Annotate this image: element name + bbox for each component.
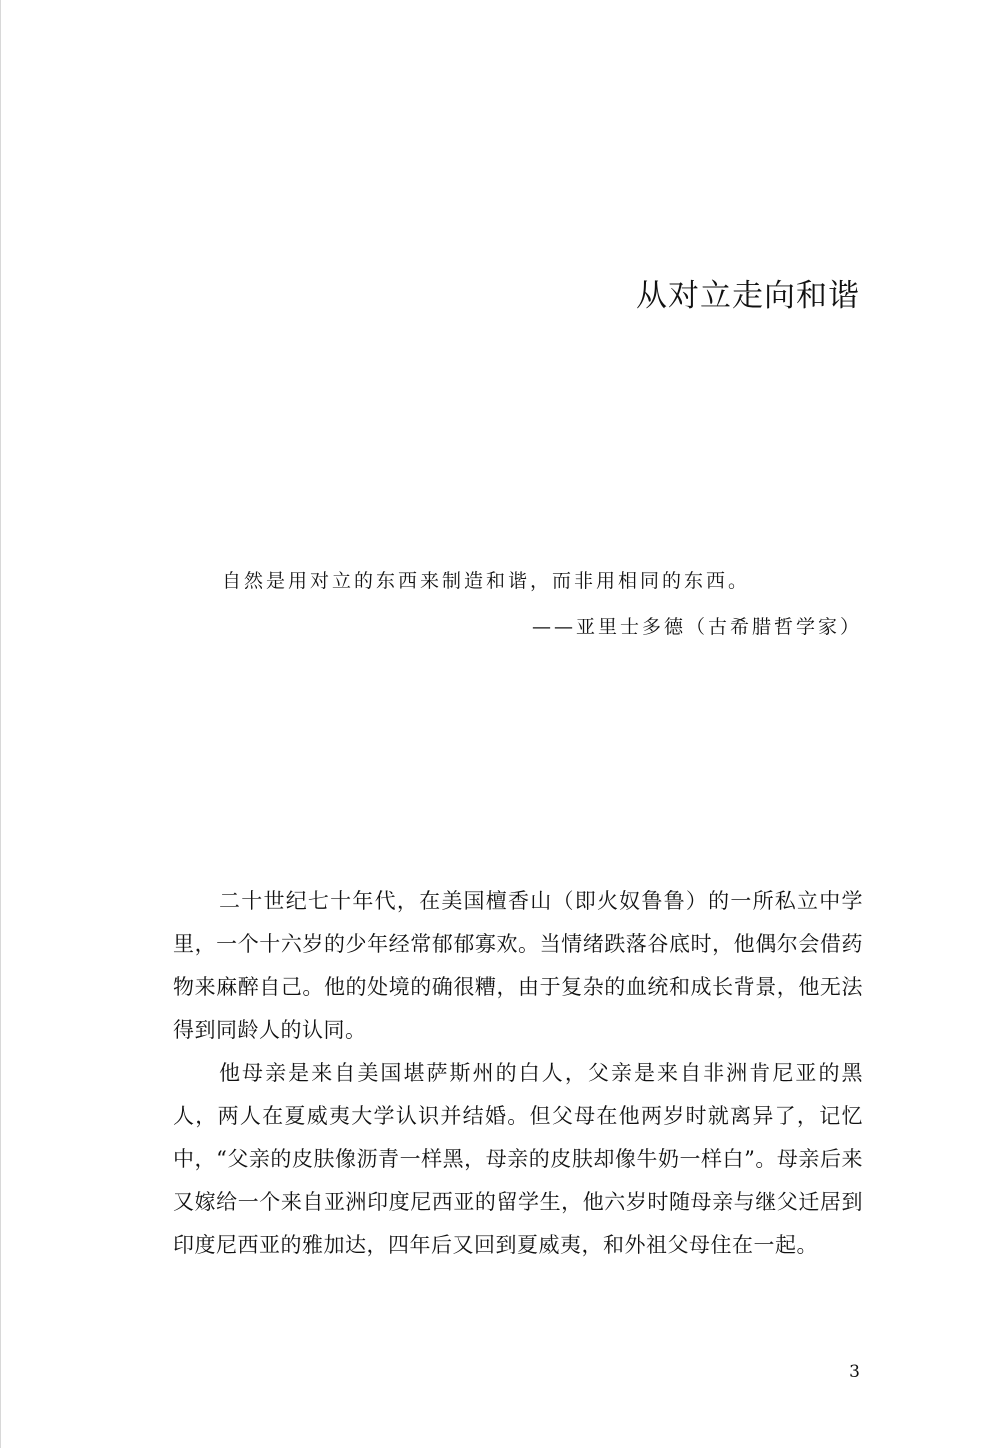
- epigraph-attribution: ——亚里士多德（古希腊哲学家）: [531, 616, 862, 638]
- epigraph-quote: 自然是用对立的东西来制造和谐，而非用相同的东西。: [222, 570, 751, 592]
- page-number: 3: [849, 1362, 860, 1382]
- paragraph-2: 他母亲是来自美国堪萨斯州的白人，父亲是来自非洲肯尼亚的黑人，两人在夏威夷大学认识并结婚。但父母在他两岁时就离异了，记忆中，“父亲的皮肤像沥青一样黑，母亲的皮肤却像牛奶一样白”。母亲后来又嫁给一个来自亚洲印度尼西亚的留学生，他六岁时随母亲与继父迁居到印度尼西亚的雅加达，四年后又回到夏威夷，和外祖父母住在一起。: [173, 1061, 863, 1257]
- epigraph: [222, 558, 862, 650]
- chapter-title: 从对立走向和谐: [636, 278, 860, 314]
- page-edge: [0, 0, 1, 1448]
- body-text: [173, 880, 863, 1267]
- paragraph-1: 二十世纪七十年代，在美国檀香山（即火奴鲁鲁）的一所私立中学里，一个十六岁的少年经常郁郁寡欢。当情绪跌落谷底时，他偶尔会借药物来麻醉自己。他的处境的确很糟，由于复杂的血统和成长背景，他无法得到同龄人的认同。: [173, 889, 863, 1042]
